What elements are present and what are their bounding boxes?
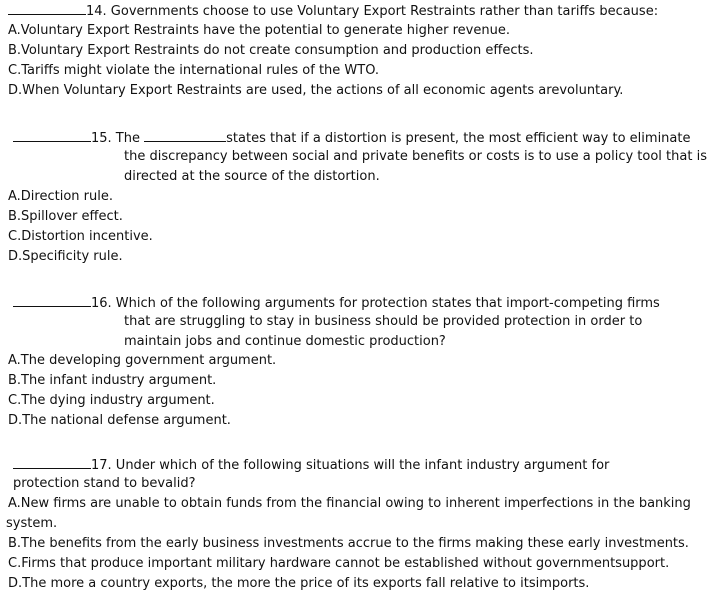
question-15-stem-line2: the discrepancy between social and private benefits or costs is to use a policy tool that is: [124, 149, 707, 164]
question-16-stem-line3: maintain jobs and continue domestic production?: [124, 334, 446, 349]
q16-option-a: A.The developing government argument.: [8, 353, 277, 368]
q16-option-d: D.The national defense argument.: [8, 413, 231, 428]
q16-option-c: C.The dying industry argument.: [8, 393, 215, 408]
q15-option-b: B.Spillover effect.: [8, 209, 123, 224]
question-14-stem: 14. Governments choose to use Voluntary Export Restraints rather than tariffs because:: [86, 4, 659, 19]
answer-blank-16[interactable]: [13, 294, 91, 307]
q14-option-d: D.When Voluntary Export Restraints are used, the actions of all economic agents arevoluntary.: [8, 83, 624, 98]
question-17-stem: 17. Under which of the following situations will the infant industry argument for: [91, 458, 610, 473]
question-15-stem-rest: states that if a distortion is present, the most efficient way to eliminate: [226, 131, 691, 146]
answer-blank-15[interactable]: [13, 129, 91, 142]
q15-option-a: A.Direction rule.: [8, 189, 113, 204]
q14-option-c: C.Tariffs might violate the international rules of the WTO.: [8, 63, 380, 78]
q16-option-b: B.The infant industry argument.: [8, 373, 217, 388]
question-15-prefix: 15. The: [91, 131, 140, 146]
q15-option-c: C.Distortion incentive.: [8, 229, 153, 244]
question-16-stem-line1: [13, 294, 660, 312]
question-14-stem-line: [8, 2, 658, 20]
question-17-stem-line1: [13, 456, 609, 474]
q17-option-d: D.The more a country exports, the more the price of its exports fall relative to itsimports.: [8, 576, 590, 591]
question-16-stem-line2: that are struggling to stay in business should be provided protection in order to: [124, 314, 643, 329]
q14-option-b: B.Voluntary Export Restraints do not create consumption and production effects.: [8, 43, 534, 58]
question-17-stem-line2: protection stand to bevalid?: [13, 476, 196, 491]
question-15-stem-line3: directed at the source of the distortion.: [124, 169, 380, 184]
q17-option-c: C.Firms that produce important military hardware cannot be established without governmentsupport.: [8, 556, 670, 571]
question-15-stem-line1: [13, 129, 690, 147]
answer-blank-14[interactable]: [8, 2, 86, 15]
question-16-stem: 16. Which of the following arguments for protection states that import-competing firms: [91, 296, 660, 311]
answer-blank-17[interactable]: [13, 456, 91, 469]
q17-option-b: B.The benefits from the early business investments accrue to the firms making these early investments.: [8, 536, 689, 551]
fill-in-blank-15[interactable]: [144, 129, 226, 142]
q14-option-a: A.Voluntary Export Restraints have the potential to generate higher revenue.: [8, 23, 510, 38]
q15-option-d: D.Specificity rule.: [8, 249, 123, 264]
q17-option-a-cont: system.: [6, 516, 58, 531]
q17-option-a: A.New firms are unable to obtain funds from the financial owing to inherent imperfections in the banking: [8, 496, 691, 511]
